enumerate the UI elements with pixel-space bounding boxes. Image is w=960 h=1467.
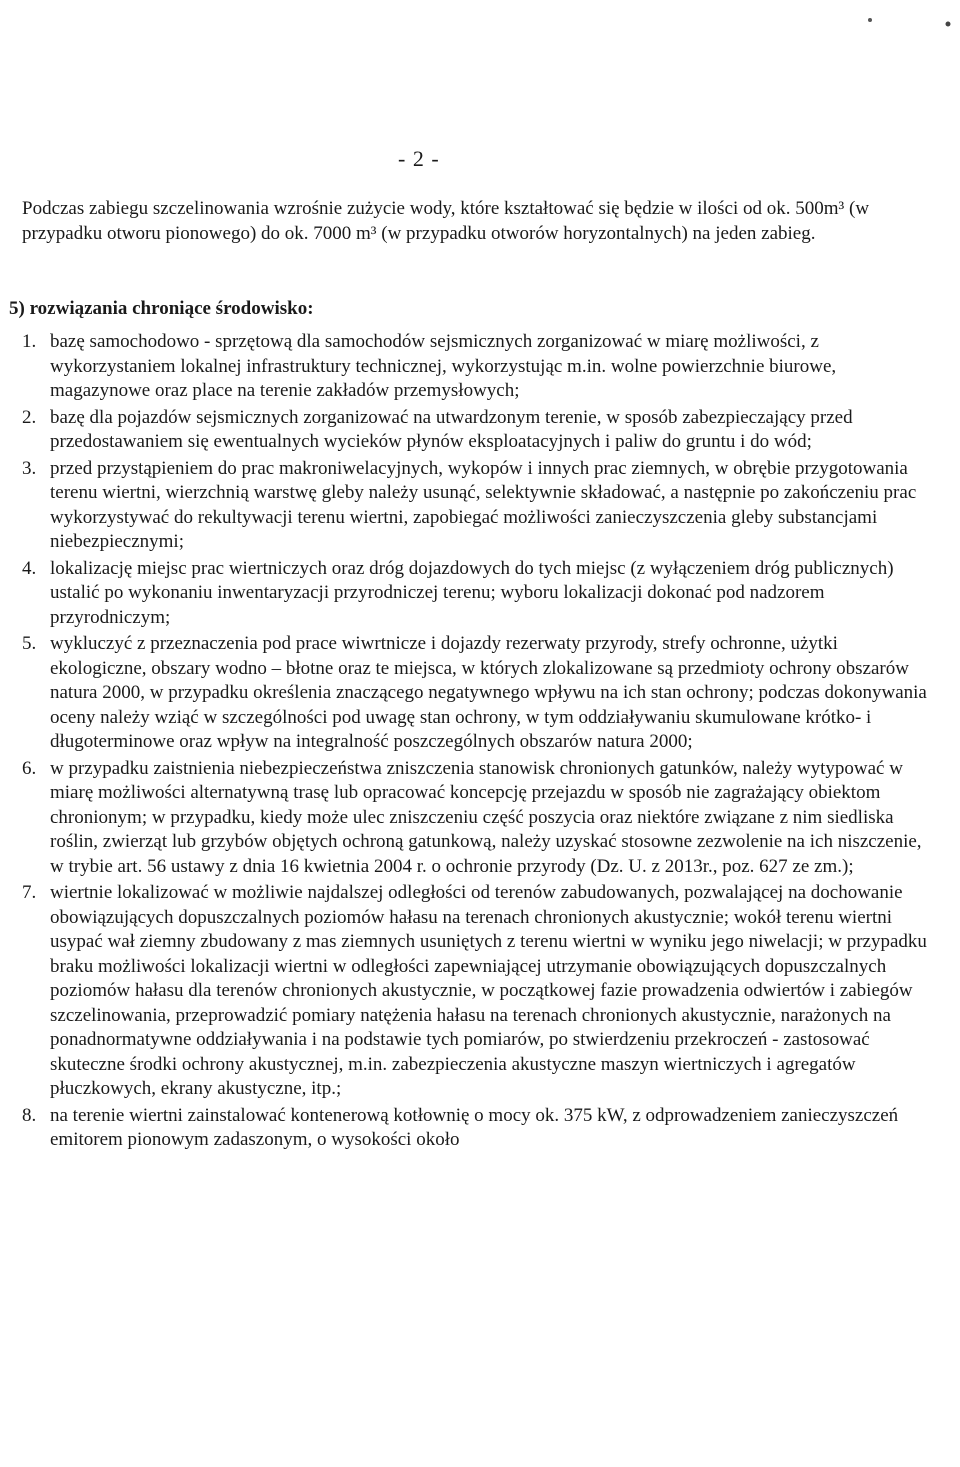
list-item-text: wykluczyć z przeznaczenia pod prace wiwrtnicze i dojazdy rezerwaty przyrody, strefy ochronne, użytki ekologiczne, obszary wodno – błotne oraz te miejsca, w których zlokalizowane są przedmioty ochrony obszarów natura 2000, w przypadku określenia znaczącego negatywnego wpływu na ich stan ochrony; podczas dokonywania oceny należy wziąć w szczególności pod uwagę stan ochrony, w tym oddziaływaniu skumulowane krótko- i długoterminowe oraz wpływ na integralność poszczególnych obszarów natura 2000;: [50, 633, 927, 752]
list-item-number: 8.: [22, 1104, 37, 1126]
list-item: [0, 881, 940, 1102]
list-item-text: bazę samochodowo - sprzętową dla samochodów sejsmicznych zorganizować w miarę możliwości, z wykorzystaniem lokalnej infrastruktury technicznej, wykorzystując m.in. wolne powierzchnie biurowe, magazynowe oraz place na terenie zakładów przemysłowych;: [50, 331, 837, 401]
scan-speck-marks: [760, 0, 960, 40]
list-item-text: na terenie wiertni zainstalować kontenerową kotłownię o mocy ok. 375 kW, z odprowadzeniem zanieczyszczeń emitorem pionowym zadaszonym, o wysokości około: [50, 1104, 899, 1150]
list-item-text: wiertnie lokalizować w możliwie najdalszej odległości od terenów zabudowanych, pozwalającej na dochowanie obowiązujących dopuszczalnych poziomów hałasu na terenach chronionych akustycznie; wokół terenu wiertni usypać wał ziemny zbudowany z mas ziemnych usuniętych z terenu wiertni w wyniku jego niwelacji; w przypadku braku możliwości lokalizacji wiertni w odległości zapewniającej utrzymanie obowiązujących dopuszczalnych poziomów hałasu dla terenów chronionych akustycznie, w początkowej fazie prowadzenia odwiertów i zabiegów szczelinowania, przeprowadzić pomiary natężenia hałasu na terenach chronionych akustycznie, narażonych na ponadnormatywne oddziaływania i na podstawie tych pomiarów, po stwierdzeniu przekroczeń - zastosować skuteczne środki ochrony akustycznej, m.in. zabezpieczenia akustyczne maszyn wiertniczych i agregatów płuczkowych, ekrany akustyczne, itp.;: [50, 882, 927, 1099]
list-item-number: 1.: [22, 331, 37, 352]
list-item: [0, 757, 940, 880]
list-item-number: 4.: [22, 557, 37, 579]
list-item-number: 2.: [22, 406, 37, 428]
page-number: - 2 -: [398, 146, 440, 171]
list-item-number: 5.: [22, 633, 37, 654]
list-item: [0, 406, 940, 455]
list-item-text: lokalizację miejsc prac wiertniczych oraz dróg dojazdowych do tych miejsc (z wyłączeniem dróg publicznych) ustalić po wykonaniu inwentaryzacji przyrodniczej terenu; wyboru lokalizacji dokonać pod nadzorem przyrodniczym;: [50, 557, 894, 628]
list-item-number: 7.: [22, 882, 37, 903]
list-item: [0, 1104, 940, 1153]
list-item-text: bazę dla pojazdów sejsmicznych zorganizować na utwardzonym terenie, w sposób zabezpieczający przed przedostawaniem się ewentualnych wycieków płynów eksploatacyjnych i paliw do gruntu i do wód;: [50, 406, 853, 452]
list-item-text: przed przystąpieniem do prac makroniwelacyjnych, wykopów i innych prac ziemnych, w obrębie przygotowania terenu wiertni, wierzchnią warstwę gleby należy usunąć, selektywnie składować, a następnie po zakończeniu prac wykorzystywać do rekultywacji terenu wiertni, zapobiegać możliwości zanieczyszczenia gleby substancjami niebezpiecznymi;: [50, 457, 917, 552]
list-item: [0, 330, 940, 404]
list-item: [0, 557, 940, 631]
list-item-text: w przypadku zaistnienia niebezpieczeństwa zniszczenia stanowisk chronionych gatunków, należy wytypować w miarę możliwości alternatywną trasę lub opracować koncepcję przejazdu w sposób nie zagrażający obiektom chronionym; w przypadku, kiedy może ulec zniszczeniu część poszycia oraz niektóre związane z nim siedliska roślin, zwierząt lub grzybów objętych ochroną gatunkową, należy uzyskać stosowne zezwolenie na ich niszczenie, w trybie art. 56 ustawy z dnia 16 kwietnia 2004 r. o ochronie przyrody (Dz. U. z 2013r., poz. 627 ze zm.);: [50, 757, 922, 877]
list-item: [0, 632, 940, 755]
list-item-number: 6.: [22, 757, 37, 779]
measures-list: [0, 330, 940, 1155]
list-item: [0, 457, 940, 555]
intro-paragraph: Podczas zabiegu szczelinowania wzrośnie zużycie wody, które kształtować się będzie w ilości od ok. 500m³ (w przypadku otworu pionowego) do ok. 7000 m³ (w przypadku otworów horyzontalnych) na jeden zabieg.: [22, 198, 870, 244]
section-heading: 5) rozwiązania chroniące środowisko:: [9, 298, 314, 319]
list-item-number: 3.: [22, 457, 37, 479]
